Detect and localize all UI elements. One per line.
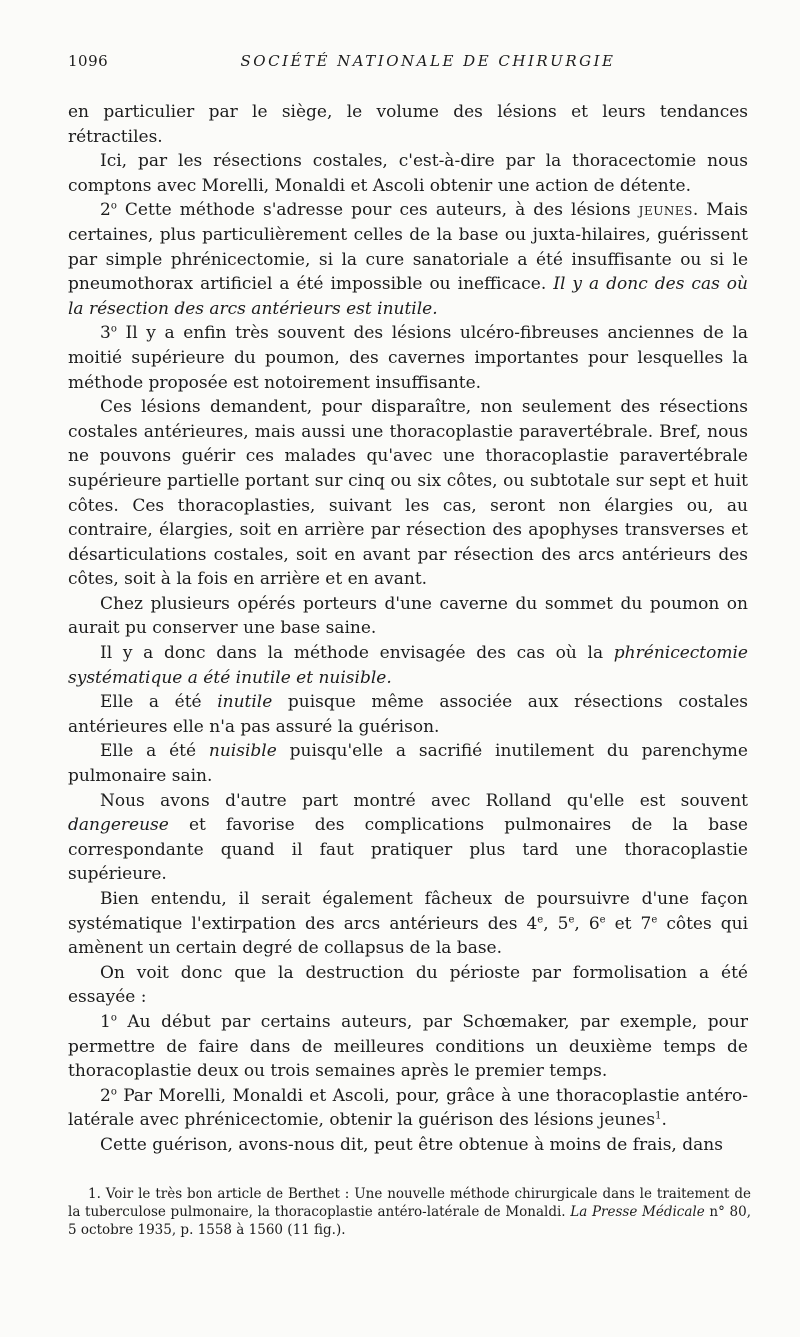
paragraph-6: Chez plusieurs opérés porteurs d'une caverne du sommet du poumon on aurait pu conserver une base saine. (68, 593, 748, 639)
running-title: SOCIÉTÉ NATIONALE DE CHIRURGIE (240, 52, 616, 70)
paragraph-11: Bien entendu, il serait également fâcheux de poursuivre d'une façon systématique l'extirpation des arcs antérieurs des 4e, 5e, 6e et 7e côtes qui amènent un certain degré de collapsus de la base. (68, 889, 749, 959)
paragraph-9: Elle a été nuisible puisqu'elle a sacrifié inutilement du parenchyme pulmonaire sain. (68, 741, 748, 787)
paragraph-3: 2$^o$ Cette méthode s'adresse pour ces auteurs, à des lésions jeunes. Mais certaines, plus particulièrement celles de la base ou juxta-hilaires, guérissent par simple phrénicectomie, si la cure sanatoriale a été insuffisante ou si le pneumothorax artificiel a été impossible ou inefficace. Il y a donc des cas où la résection des arcs antérieurs est inutile. (68, 200, 749, 319)
paragraph-2: Ici, par les résections costales, c'est-à-dire par la thoracectomie nous comptons avec Morelli, Monaldi et Ascoli obtenir une action de détente. (68, 151, 748, 196)
paragraph-13: 1$^o$ Au début par certains auteurs, par Schœmaker, par exemple, pour permettre de faire dans de meilleures conditions un deuxième temps de thoracoplastie deux ou trois semaines après le premier temps. (68, 1011, 748, 1082)
paragraph-10: Nous avons d'autre part montré avec Rolland qu'elle est souvent dangereuse et favorise des complications pulmonaires de la base correspondante quand il faut pratiquer plus tard une thoracoplastie supérieure. (68, 790, 748, 885)
paragraph-4: 3$^o$ Il y a enfin très souvent des lésions ulcéro-fibreuses anciennes de la moitié supérieure du poumon, des cavernes importantes pour lesquelles la méthode proposée est notoirement insuffisante. (68, 323, 748, 393)
paragraph-5: Ces lésions demandent, pour disparaître, non seulement des résections costales antérieures, mais aussi une thoracoplastie paravertébrale. Bref, nous ne pouvons guérir ces malades qu'avec une thoracoplastie paravertébrale supérieure partielle portant sur cinq ou six côtes, ou subtotale sur sept et huit côtes. Ces thoracoplasties, suivant les cas, seront non élargies ou, au contraire, élargies, soit en arrière par résection des apophyses transverses et désarticulations costales, soit en avant par résection des arcs antérieurs des côtes, soit à la fois en arrière et en avant. (68, 397, 748, 590)
footnote-ref: 1 (655, 1110, 662, 1122)
paragraph-14: 2$^o$ Par Morelli, Monaldi et Ascoli, pour, grâce à une thoracoplastie antéro-latérale avec phrénicectomie, obtenir la guérison des lésions jeunes$^1$. (68, 1085, 748, 1131)
body-text (68, 100, 748, 1158)
footnote-text: 1. Voir le très bon article de Berthet : Une nouvelle méthode chirurgicale dans le traitement de la tuberculose pulmonaire, la thoracoplastie antéro-latérale de Monaldi. La Presse Médicale n° 80, 5 octobre 1935, p. 1558 à 1560 (11 fig.). (68, 1186, 751, 1238)
paragraph-12: On voit donc que la destruction du périoste par formolisation a été essayée : (68, 962, 748, 1008)
paragraph-8: Elle a été inutile puisque même associée aux résections costales antérieures elle n'a pas assuré la guérison. (68, 692, 748, 737)
page-header (68, 52, 748, 78)
paragraph-15: Cette guérison, avons-nous dit, peut être obtenue à moins de frais, dans (100, 1134, 723, 1155)
paragraph-1: en particulier par le siège, le volume des lésions et leurs tendances rétractiles. (68, 102, 748, 147)
paragraph-7: Il y a donc dans la méthode envisagée des cas où la phrénicectomie systématique a été inutile et nuisible. (68, 643, 748, 688)
footnote (68, 1185, 751, 1239)
page-number: 1096 (68, 52, 109, 70)
